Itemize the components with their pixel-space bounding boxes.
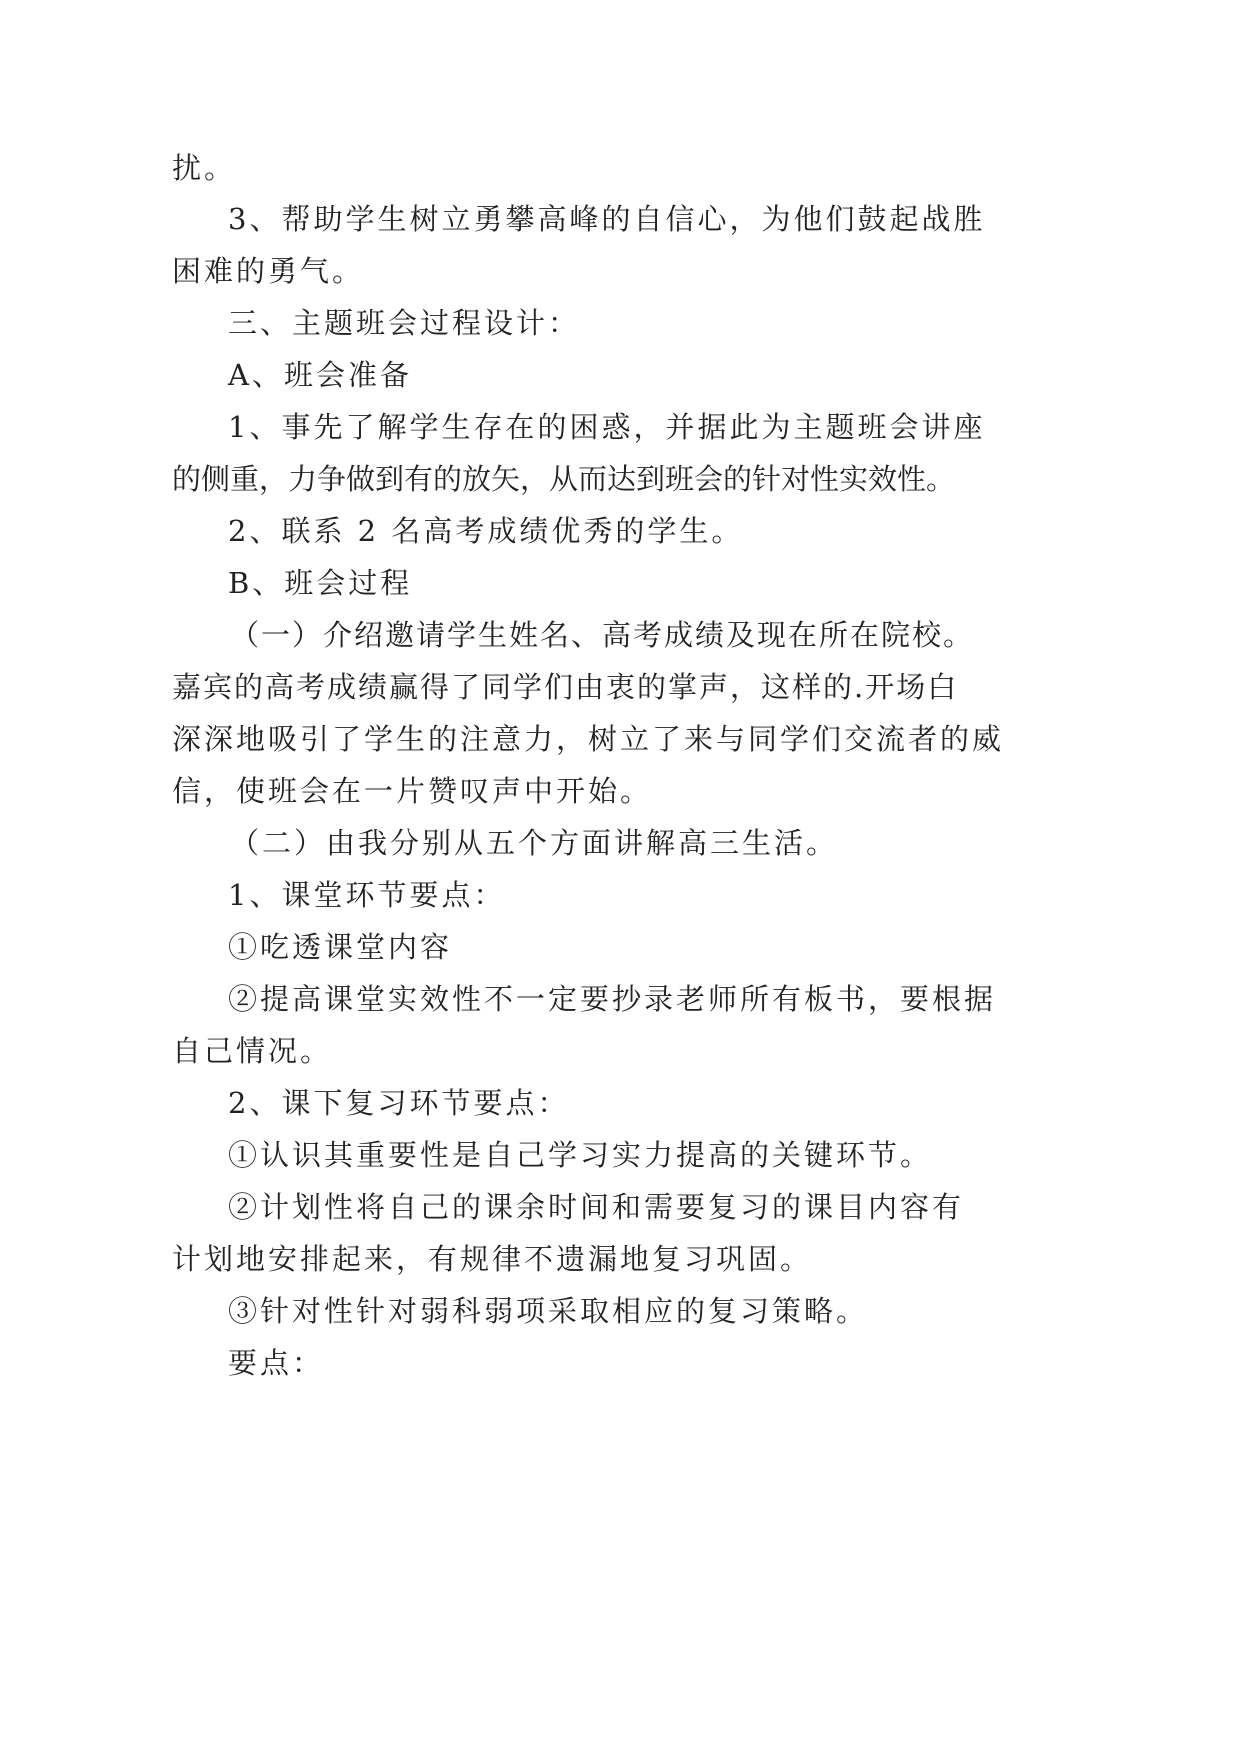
text-line: 嘉宾的高考成绩赢得了同学们由衷的掌声，这样的.开场白 (172, 670, 959, 704)
text-line: 计划地安排起来，有规律不遗漏地复习巩固。 (172, 1242, 813, 1276)
text-line: 1、课堂环节要点： (228, 878, 506, 912)
text-line: 深深地吸引了学生的注意力，树立了来与同学们交流者的威 (172, 722, 1005, 756)
list-item: ③针对性针对弱科弱项采取相应的复习策略。 (228, 1294, 869, 1328)
text-line: 1、事先了解学生存在的困惑，并据此为主题班会讲座 (228, 410, 986, 444)
text-line: 扰。 (172, 151, 237, 185)
section-heading: 三、主题班会过程设计： (228, 306, 581, 340)
subsection-heading: A、班会准备 (228, 358, 412, 392)
text-line: 自己情况。 (172, 1034, 333, 1068)
text-line: 2、联系 2 名高考成绩优秀的学生。 (228, 514, 744, 548)
subsection-heading: B、班会过程 (228, 566, 413, 600)
list-item: ②提高课堂实效性不一定要抄录老师所有板书，要根据 (228, 982, 997, 1016)
list-item: ①认识其重要性是自己学习实力提高的关键环节。 (228, 1138, 933, 1172)
text-line: 要点： (228, 1346, 325, 1380)
text-line: 困难的勇气。 (172, 254, 365, 288)
text-line: 的侧重，力争做到有的放矢，从而达到班会的针对性实效性。 (172, 462, 956, 496)
text-line: 2、课下复习环节要点： (228, 1086, 570, 1120)
list-item: ①吃透课堂内容 (228, 930, 453, 964)
text-line: （二）由我分别从五个方面讲解高三生活。 (230, 826, 839, 860)
text-line: 3、帮助学生树立勇攀高峰的自信心，为他们鼓起战胜 (228, 202, 986, 236)
list-item: ②计划性将自己的课余时间和需要复习的课目内容有 (228, 1190, 965, 1224)
text-line: 信，使班会在一片赞叹声中开始。 (172, 774, 653, 808)
text-line: （一）介绍邀请学生姓名、高考成绩及现在所在院校。 (230, 618, 975, 652)
